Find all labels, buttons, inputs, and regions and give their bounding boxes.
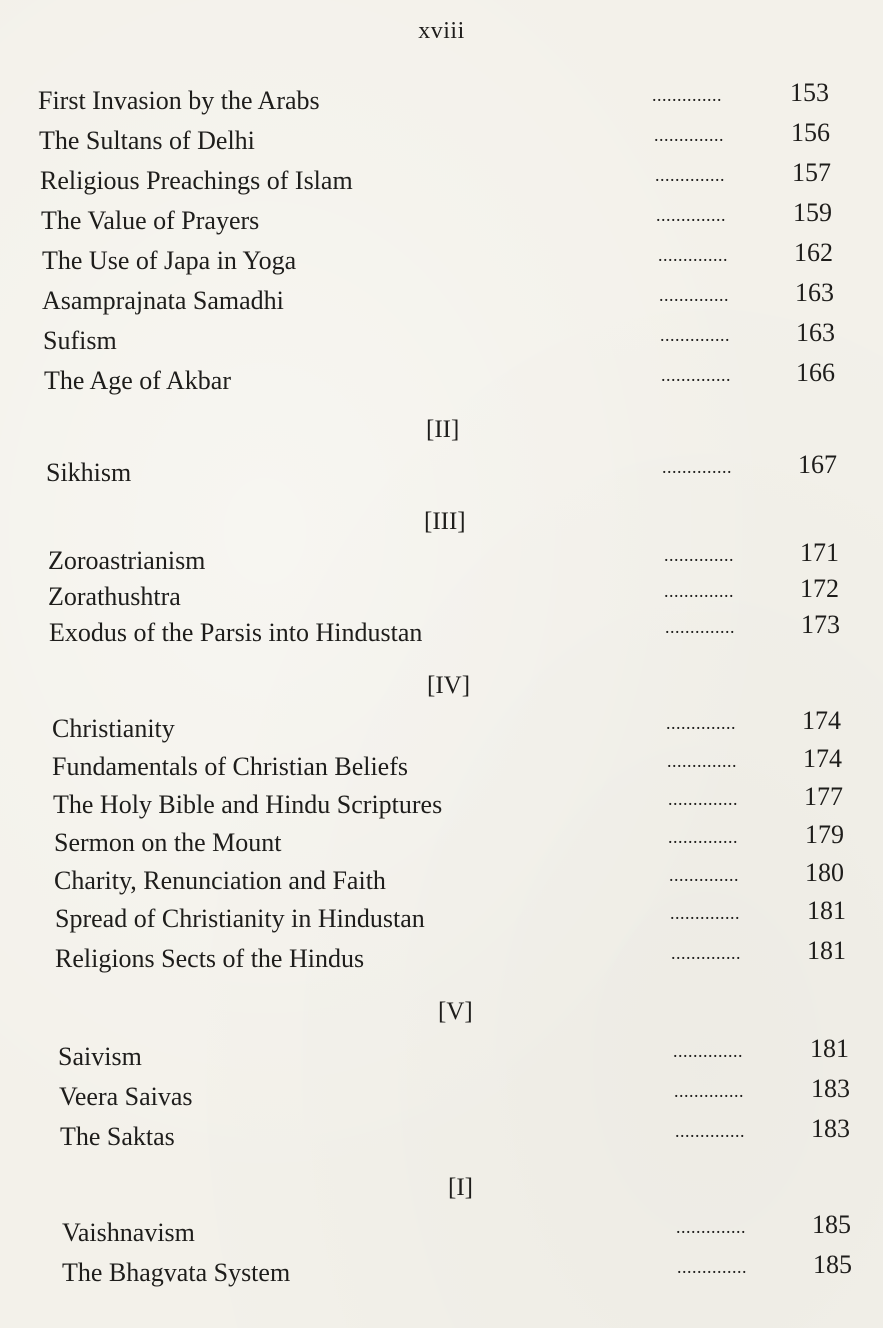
toc-entry-title: The Value of Prayers — [41, 206, 260, 235]
toc-entry-leader: .............. — [666, 713, 736, 733]
section-heading: [III] — [424, 508, 466, 535]
toc-entry-page: 171 — [800, 538, 839, 567]
toc-entry — [46, 450, 846, 490]
toc-entry — [43, 318, 843, 358]
toc-entry-page: 172 — [800, 574, 839, 603]
section-heading: [II] — [426, 416, 460, 443]
toc-entry-page: 153 — [790, 78, 829, 107]
toc-entry-title: The Use of Japa in Yoga — [42, 246, 297, 275]
toc-entry-title: Christianity — [52, 714, 175, 743]
toc-entry — [41, 198, 841, 238]
toc-entry — [39, 118, 839, 158]
toc-entry-title: Religions Sects of the Hindus — [55, 944, 365, 973]
toc-entry — [62, 1250, 862, 1290]
toc-entry-page: 163 — [795, 278, 834, 307]
toc-entry-leader: .............. — [677, 1257, 747, 1277]
toc-entry-page: 166 — [796, 358, 835, 387]
toc-entry-page: 183 — [811, 1074, 850, 1103]
toc-entry-leader: .............. — [652, 85, 722, 105]
toc-entry-page: 174 — [802, 706, 841, 735]
toc-entry — [44, 358, 844, 398]
toc-entry — [60, 1114, 860, 1154]
toc-entry — [40, 158, 840, 198]
toc-entry — [42, 278, 842, 318]
toc-entry-leader: .............. — [668, 789, 738, 809]
toc-entry-title: Saivism — [58, 1042, 142, 1071]
toc-entry-title: Fundamentals of Christian Beliefs — [52, 752, 409, 781]
toc-entry — [49, 610, 849, 650]
toc-entry — [55, 936, 855, 976]
toc-entry-leader: .............. — [661, 365, 731, 385]
toc-entry-title: First Invasion by the Arabs — [38, 86, 320, 115]
toc-entry-page: 179 — [805, 820, 844, 849]
toc-entry-leader: .............. — [662, 457, 732, 477]
toc-entry — [52, 744, 852, 784]
toc-entry-leader: .............. — [654, 125, 724, 145]
toc-entry-title: The Saktas — [60, 1122, 175, 1151]
toc-entry-page: 156 — [791, 118, 830, 147]
toc-entry-leader: .............. — [658, 245, 728, 265]
toc-entry — [59, 1074, 859, 1114]
toc-entry-leader: .............. — [664, 581, 734, 601]
toc-entry-page: 163 — [796, 318, 835, 347]
toc-entry-leader: .............. — [670, 903, 740, 923]
toc-entry-page: 167 — [798, 450, 837, 479]
toc-entry-title: Vaishnavism — [62, 1218, 195, 1247]
toc-entry-leader: .............. — [676, 1217, 746, 1237]
toc-entry-title: The Bhagvata System — [62, 1258, 291, 1287]
page-number: xviii — [418, 18, 465, 44]
toc-entry-title: The Age of Akbar — [44, 366, 232, 395]
toc-entry-page: 181 — [810, 1034, 849, 1063]
toc-entry-title: Asamprajnata Samadhi — [42, 286, 284, 315]
toc-entry-title: Sermon on the Mount — [54, 828, 282, 857]
section-heading: [V] — [438, 998, 473, 1025]
toc-entry — [42, 238, 842, 278]
toc-entry — [48, 538, 848, 578]
toc-entry-page: 162 — [794, 238, 833, 267]
section-heading: [I] — [448, 1174, 473, 1201]
toc-entry — [54, 858, 854, 898]
toc-entry — [54, 820, 854, 860]
toc-entry-page: 173 — [801, 610, 840, 639]
toc-entry-leader: .............. — [656, 205, 726, 225]
toc-entry-title: Sikhism — [46, 458, 132, 487]
toc-entry-page: 174 — [803, 744, 842, 773]
toc-entry — [58, 1034, 858, 1074]
toc-entry-title: Charity, Renunciation and Faith — [54, 866, 386, 895]
toc-entry-leader: .............. — [659, 285, 729, 305]
toc-entry-title: The Sultans of Delhi — [39, 126, 255, 155]
toc-entry — [38, 78, 838, 118]
toc-entry-page: 159 — [793, 198, 832, 227]
toc-entry-page: 180 — [805, 858, 844, 887]
toc-entry-page: 157 — [792, 158, 831, 187]
toc-entry-page: 183 — [811, 1114, 850, 1143]
toc-entry-leader: .............. — [668, 827, 738, 847]
toc-entry-leader: .............. — [675, 1121, 745, 1141]
toc-entry — [62, 1210, 862, 1250]
toc-entry-leader: .............. — [667, 751, 737, 771]
toc-entry-page: 181 — [807, 936, 846, 965]
toc-entry-title: Spread of Christianity in Hindustan — [55, 904, 425, 933]
toc-entry-page: 177 — [804, 782, 843, 811]
toc-entry-title: Zoroastrianism — [48, 546, 206, 575]
toc-entry-title: Veera Saivas — [59, 1082, 193, 1111]
toc-entry-title: The Holy Bible and Hindu Scriptures — [53, 790, 443, 819]
toc-entry-title: Exodus of the Parsis into Hindustan — [49, 618, 423, 647]
toc-entry-leader: .............. — [664, 545, 734, 565]
toc-entry — [52, 706, 852, 746]
toc-entry-leader: .............. — [669, 865, 739, 885]
toc-entry-leader: .............. — [660, 325, 730, 345]
toc-entry-leader: .............. — [671, 943, 741, 963]
toc-entry-title: Religious Preachings of Islam — [40, 166, 353, 195]
toc-entry-page: 181 — [807, 896, 846, 925]
toc-entry-leader: .............. — [673, 1041, 743, 1061]
toc-entry — [48, 574, 848, 614]
toc-entry-leader: .............. — [655, 165, 725, 185]
toc-entry-page: 185 — [813, 1250, 852, 1279]
toc-entry-title: Sufism — [43, 326, 117, 355]
toc-entry-leader: .............. — [674, 1081, 744, 1101]
toc-entry-leader: .............. — [665, 617, 735, 637]
toc-entry — [55, 896, 855, 936]
toc-entry-page: 185 — [812, 1210, 851, 1239]
toc-entry — [53, 782, 853, 822]
section-heading: [IV] — [427, 672, 471, 699]
toc-entry-title: Zorathushtra — [48, 582, 181, 611]
